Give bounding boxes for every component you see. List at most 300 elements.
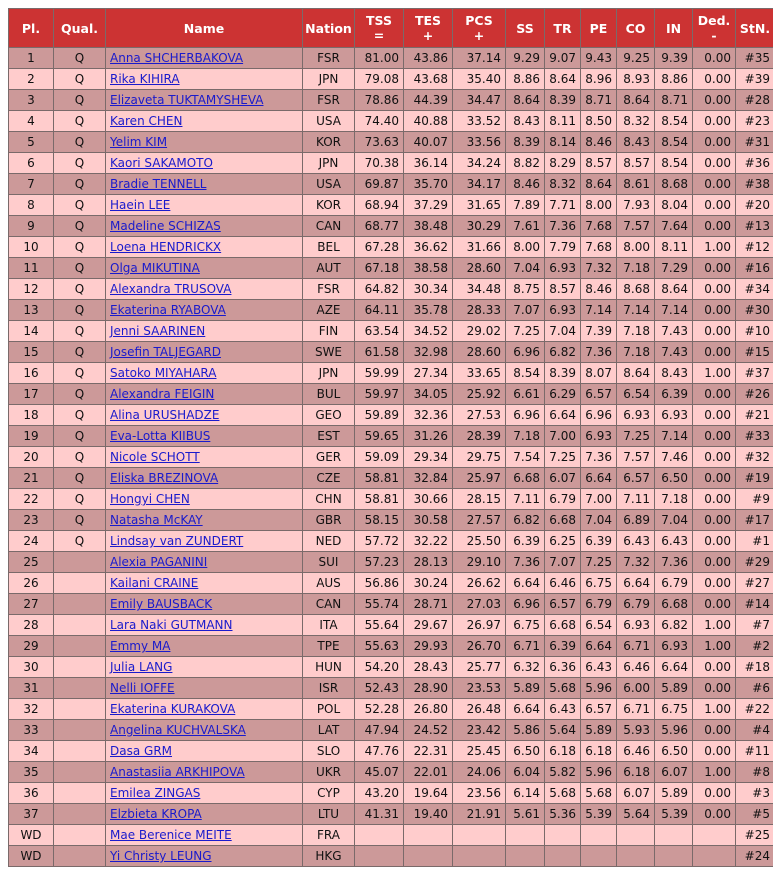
cell-ss: 7.11	[506, 489, 544, 509]
cell-in: 6.93	[655, 636, 692, 656]
cell-tes: 29.67	[404, 615, 452, 635]
skater-link[interactable]: Alexia PAGANINI	[110, 555, 208, 569]
cell-ss: 7.07	[506, 300, 544, 320]
cell-ss: 5.89	[506, 678, 544, 698]
cell-tss: 74.40	[355, 111, 403, 131]
cell-deduction: 1.00	[693, 762, 735, 782]
cell-place: 13	[9, 300, 53, 320]
cell-pcs: 33.52	[453, 111, 505, 131]
cell-pcs: 26.70	[453, 636, 505, 656]
cell-place: 10	[9, 237, 53, 257]
cell-tr: 6.93	[545, 258, 580, 278]
skater-link[interactable]: Rika KIHIRA	[110, 72, 180, 86]
cell-in: 7.14	[655, 426, 692, 446]
cell-tss: 64.82	[355, 279, 403, 299]
skater-link[interactable]: Hongyi CHEN	[110, 492, 190, 506]
col-header-deduction[interactable]: Ded. -	[693, 9, 735, 47]
cell-co: 6.57	[617, 468, 654, 488]
table-row	[9, 174, 773, 194]
cell-pe: 6.64	[581, 636, 616, 656]
cell-tes	[404, 825, 452, 845]
cell-pe: 8.96	[581, 69, 616, 89]
cell-qualification	[54, 657, 105, 677]
cell-start-number: #29	[736, 552, 773, 572]
cell-skater-name	[106, 216, 302, 236]
cell-nation: UKR	[303, 762, 354, 782]
cell-pcs: 26.62	[453, 573, 505, 593]
cell-in: 6.68	[655, 594, 692, 614]
cell-pe	[581, 825, 616, 845]
cell-tr: 7.79	[545, 237, 580, 257]
cell-skater-name	[106, 615, 302, 635]
cell-tr: 6.43	[545, 699, 580, 719]
cell-tss: 73.63	[355, 132, 403, 152]
cell-skater-name	[106, 300, 302, 320]
skater-link[interactable]: Nicole SCHOTT	[110, 450, 200, 464]
cell-place: 5	[9, 132, 53, 152]
skater-link[interactable]: Elzbieta KROPA	[110, 807, 202, 821]
cell-place: 37	[9, 804, 53, 824]
cell-tss: 58.81	[355, 489, 403, 509]
cell-place: 32	[9, 699, 53, 719]
results-table	[8, 8, 773, 867]
cell-tes: 22.01	[404, 762, 452, 782]
skater-link[interactable]: Emily BAUSBACK	[110, 597, 213, 611]
cell-skater-name	[106, 846, 302, 866]
cell-tss: 52.43	[355, 678, 403, 698]
cell-place: 34	[9, 741, 53, 761]
skater-link[interactable]: Ekaterina KURAKOVA	[110, 702, 236, 716]
table-row	[9, 48, 773, 68]
cell-tes: 37.29	[404, 195, 452, 215]
skater-link[interactable]: Anna SHCHERBAKOVA	[110, 51, 244, 65]
cell-tss: 41.31	[355, 804, 403, 824]
cell-tr: 7.07	[545, 552, 580, 572]
cell-start-number: #36	[736, 153, 773, 173]
cell-tr: 7.25	[545, 447, 580, 467]
skater-link[interactable]: Haein LEE	[110, 198, 171, 212]
cell-start-number: #4	[736, 720, 773, 740]
cell-in: 6.50	[655, 468, 692, 488]
table-row	[9, 573, 773, 593]
skater-link[interactable]: Alexandra TRUSOVA	[110, 282, 232, 296]
cell-tes: 26.80	[404, 699, 452, 719]
cell-place: 6	[9, 153, 53, 173]
table-row	[9, 447, 773, 467]
cell-qualification	[54, 825, 105, 845]
cell-ss: 8.43	[506, 111, 544, 131]
cell-tss: 59.99	[355, 363, 403, 383]
cell-ss: 7.04	[506, 258, 544, 278]
skater-link[interactable]: Angelina KUCHVALSKA	[110, 723, 246, 737]
cell-ss: 7.36	[506, 552, 544, 572]
cell-qualification: Q	[54, 489, 105, 509]
cell-place: 20	[9, 447, 53, 467]
table-row	[9, 657, 773, 677]
cell-ss: 7.61	[506, 216, 544, 236]
cell-co: 8.93	[617, 69, 654, 89]
cell-start-number: #32	[736, 447, 773, 467]
cell-pcs: 27.03	[453, 594, 505, 614]
cell-skater-name	[106, 510, 302, 530]
cell-pe: 8.07	[581, 363, 616, 383]
cell-in: 6.93	[655, 405, 692, 425]
cell-start-number: #20	[736, 195, 773, 215]
cell-skater-name	[106, 531, 302, 551]
cell-in: 5.89	[655, 783, 692, 803]
cell-co: 7.57	[617, 447, 654, 467]
cell-tss: 61.58	[355, 342, 403, 362]
cell-pcs: 28.60	[453, 258, 505, 278]
cell-skater-name	[106, 699, 302, 719]
cell-pe: 8.46	[581, 279, 616, 299]
cell-tss: 55.74	[355, 594, 403, 614]
cell-skater-name	[106, 363, 302, 383]
cell-place: 36	[9, 783, 53, 803]
cell-co: 6.46	[617, 657, 654, 677]
table-row	[9, 321, 773, 341]
skater-link[interactable]: Yi Christy LEUNG	[110, 849, 212, 863]
cell-tss: 59.65	[355, 426, 403, 446]
cell-pcs: 28.33	[453, 300, 505, 320]
skater-link[interactable]: Eliska BREZINOVA	[110, 471, 219, 485]
cell-nation: JPN	[303, 363, 354, 383]
cell-ss: 8.86	[506, 69, 544, 89]
cell-pe: 7.04	[581, 510, 616, 530]
cell-nation: GER	[303, 447, 354, 467]
cell-in: 8.54	[655, 111, 692, 131]
cell-ss: 8.46	[506, 174, 544, 194]
cell-ss: 6.71	[506, 636, 544, 656]
skater-link[interactable]: Lindsay van ZUNDERT	[110, 534, 244, 548]
cell-co: 7.25	[617, 426, 654, 446]
cell-skater-name	[106, 825, 302, 845]
cell-tr: 6.18	[545, 741, 580, 761]
cell-qualification: Q	[54, 258, 105, 278]
cell-pe: 5.96	[581, 678, 616, 698]
cell-ss: 6.68	[506, 468, 544, 488]
cell-tss: 47.76	[355, 741, 403, 761]
table-row	[9, 804, 773, 824]
cell-ss: 8.64	[506, 90, 544, 110]
cell-skater-name	[106, 258, 302, 278]
cell-ss: 6.96	[506, 342, 544, 362]
skater-link[interactable]: Anastasiia ARKHIPOVA	[110, 765, 245, 779]
cell-start-number: #1	[736, 531, 773, 551]
cell-ss: 5.61	[506, 804, 544, 824]
table-row	[9, 69, 773, 89]
skater-link[interactable]: Dasa GRM	[110, 744, 173, 758]
col-header-start-number[interactable]: StN.	[736, 9, 773, 47]
cell-in: 6.43	[655, 531, 692, 551]
cell-ss: 9.29	[506, 48, 544, 68]
cell-start-number: #5	[736, 804, 773, 824]
skater-link[interactable]: Loena HENDRICKX	[110, 240, 222, 254]
cell-tss: 68.94	[355, 195, 403, 215]
cell-nation: POL	[303, 699, 354, 719]
cell-tss: 52.28	[355, 699, 403, 719]
cell-deduction: 0.00	[693, 468, 735, 488]
cell-skater-name	[106, 741, 302, 761]
cell-in: 6.75	[655, 699, 692, 719]
cell-tss: 57.72	[355, 531, 403, 551]
cell-tr: 8.39	[545, 90, 580, 110]
cell-tr: 6.25	[545, 531, 580, 551]
cell-qualification: Q	[54, 69, 105, 89]
cell-tr: 6.82	[545, 342, 580, 362]
cell-start-number: #38	[736, 174, 773, 194]
col-header-pcs[interactable]: PCS +	[453, 9, 505, 47]
cell-co: 5.64	[617, 804, 654, 824]
table-row	[9, 279, 773, 299]
cell-tes: 30.58	[404, 510, 452, 530]
table-row	[9, 300, 773, 320]
cell-co: 6.71	[617, 636, 654, 656]
cell-nation: CZE	[303, 468, 354, 488]
cell-pcs: 33.56	[453, 132, 505, 152]
table-row	[9, 342, 773, 362]
skater-link[interactable]: Julia LANG	[110, 660, 173, 674]
cell-tes: 38.48	[404, 216, 452, 236]
skater-link[interactable]: Yelim KIM	[110, 135, 168, 149]
cell-co: 6.43	[617, 531, 654, 551]
cell-tss: 56.86	[355, 573, 403, 593]
cell-place: 25	[9, 552, 53, 572]
cell-place: WD	[9, 825, 53, 845]
cell-co: 7.93	[617, 195, 654, 215]
cell-pe: 6.64	[581, 468, 616, 488]
skater-link[interactable]: Emmy MA	[110, 639, 171, 653]
table-row	[9, 405, 773, 425]
cell-co: 6.79	[617, 594, 654, 614]
skater-link[interactable]: Kailani CRAINE	[110, 576, 199, 590]
skater-link[interactable]: Lara Naki GUTMANN	[110, 618, 233, 632]
cell-pcs: 34.47	[453, 90, 505, 110]
cell-ss: 5.86	[506, 720, 544, 740]
cell-tes: 38.58	[404, 258, 452, 278]
cell-start-number: #25	[736, 825, 773, 845]
cell-deduction: 1.00	[693, 615, 735, 635]
cell-qualification	[54, 552, 105, 572]
cell-pe: 7.36	[581, 447, 616, 467]
col-header-nation[interactable]: Nation	[303, 9, 354, 47]
cell-pcs: 28.60	[453, 342, 505, 362]
skater-link[interactable]: Ekaterina RYABOVA	[110, 303, 226, 317]
cell-tr: 6.46	[545, 573, 580, 593]
cell-tr: 5.64	[545, 720, 580, 740]
cell-place: 24	[9, 531, 53, 551]
cell-co: 7.18	[617, 342, 654, 362]
skater-link[interactable]: Josefin TALJEGARD	[110, 345, 221, 359]
cell-skater-name	[106, 48, 302, 68]
skater-link[interactable]: Bradie TENNELL	[110, 177, 207, 191]
cell-nation: USA	[303, 111, 354, 131]
cell-pcs: 28.39	[453, 426, 505, 446]
cell-in: 6.79	[655, 573, 692, 593]
skater-link[interactable]: Nelli IOFFE	[110, 681, 175, 695]
col-header-ss[interactable]: SS	[506, 9, 544, 47]
cell-pcs	[453, 846, 505, 866]
table-row	[9, 552, 773, 572]
cell-pe: 6.57	[581, 699, 616, 719]
skater-link[interactable]: Alexandra FEIGIN	[110, 387, 215, 401]
col-header-in[interactable]: IN	[655, 9, 692, 47]
cell-place: 18	[9, 405, 53, 425]
skater-link[interactable]: Madeline SCHIZAS	[110, 219, 221, 233]
cell-start-number: #21	[736, 405, 773, 425]
col-header-tes[interactable]: TES +	[404, 9, 452, 47]
cell-nation: USA	[303, 174, 354, 194]
cell-deduction: 0.00	[693, 489, 735, 509]
cell-deduction: 0.00	[693, 804, 735, 824]
cell-in: 5.39	[655, 804, 692, 824]
skater-link[interactable]: Jenni SAARINEN	[110, 324, 206, 338]
cell-place: 17	[9, 384, 53, 404]
skater-link[interactable]: Natasha McKAY	[110, 513, 203, 527]
cell-deduction: 0.00	[693, 258, 735, 278]
cell-nation: FIN	[303, 321, 354, 341]
col-header-place[interactable]: Pl.	[9, 9, 53, 47]
col-header-name[interactable]: Name	[106, 9, 302, 47]
cell-co: 8.32	[617, 111, 654, 131]
cell-ss: 8.39	[506, 132, 544, 152]
cell-deduction: 0.00	[693, 552, 735, 572]
cell-nation: GEO	[303, 405, 354, 425]
cell-pe: 8.64	[581, 174, 616, 194]
cell-start-number: #16	[736, 258, 773, 278]
skater-link[interactable]: Elizaveta TUKTAMYSHEVA	[110, 93, 264, 107]
cell-ss: 6.50	[506, 741, 544, 761]
skater-link[interactable]: Olga MIKUTINA	[110, 261, 200, 275]
cell-pcs: 29.75	[453, 447, 505, 467]
cell-start-number: #2	[736, 636, 773, 656]
cell-tes: 22.31	[404, 741, 452, 761]
cell-in: 6.64	[655, 657, 692, 677]
col-header-tss[interactable]: TSS =	[355, 9, 403, 47]
cell-tss: 55.63	[355, 636, 403, 656]
table-row	[9, 720, 773, 740]
cell-ss: 7.18	[506, 426, 544, 446]
cell-pe	[581, 846, 616, 866]
cell-ss: 6.96	[506, 594, 544, 614]
cell-tr: 5.68	[545, 783, 580, 803]
cell-deduction: 0.00	[693, 132, 735, 152]
cell-qualification: Q	[54, 531, 105, 551]
cell-qualification	[54, 720, 105, 740]
cell-place: 21	[9, 468, 53, 488]
col-header-qualification[interactable]: Qual.	[54, 9, 105, 47]
cell-pe: 7.25	[581, 552, 616, 572]
cell-nation: KOR	[303, 132, 354, 152]
cell-tr: 6.36	[545, 657, 580, 677]
cell-nation: JPN	[303, 69, 354, 89]
cell-pcs: 27.53	[453, 405, 505, 425]
skater-link[interactable]: Mae Berenice MEITE	[110, 828, 232, 842]
col-header-co[interactable]: CO	[617, 9, 654, 47]
cell-tr: 6.68	[545, 510, 580, 530]
col-header-tr[interactable]: TR	[545, 9, 580, 47]
cell-deduction	[693, 846, 735, 866]
cell-ss: 7.25	[506, 321, 544, 341]
table-row	[9, 195, 773, 215]
cell-start-number: #22	[736, 699, 773, 719]
col-header-pe[interactable]: PE	[581, 9, 616, 47]
cell-start-number: #11	[736, 741, 773, 761]
cell-tss: 67.28	[355, 237, 403, 257]
cell-in: 7.43	[655, 321, 692, 341]
cell-pcs: 25.45	[453, 741, 505, 761]
cell-start-number: #23	[736, 111, 773, 131]
cell-deduction: 0.00	[693, 678, 735, 698]
cell-tes: 32.98	[404, 342, 452, 362]
cell-start-number: #24	[736, 846, 773, 866]
cell-pe: 6.96	[581, 405, 616, 425]
cell-deduction: 0.00	[693, 48, 735, 68]
cell-tss: 58.81	[355, 468, 403, 488]
cell-start-number: #15	[736, 342, 773, 362]
cell-nation: FSR	[303, 90, 354, 110]
cell-deduction: 0.00	[693, 174, 735, 194]
cell-nation: SUI	[303, 552, 354, 572]
cell-start-number: #30	[736, 300, 773, 320]
cell-tss: 59.97	[355, 384, 403, 404]
cell-pcs: 23.53	[453, 678, 505, 698]
cell-tss: 47.94	[355, 720, 403, 740]
cell-in: 7.04	[655, 510, 692, 530]
skater-link[interactable]: Emilea ZINGAS	[110, 786, 201, 800]
cell-tes: 30.24	[404, 573, 452, 593]
cell-place: 26	[9, 573, 53, 593]
cell-ss: 8.75	[506, 279, 544, 299]
cell-in: 7.64	[655, 216, 692, 236]
cell-pe: 7.00	[581, 489, 616, 509]
cell-skater-name	[106, 552, 302, 572]
cell-tes: 32.84	[404, 468, 452, 488]
cell-pe: 8.46	[581, 132, 616, 152]
cell-co: 6.00	[617, 678, 654, 698]
cell-pe: 6.57	[581, 384, 616, 404]
cell-place: 1	[9, 48, 53, 68]
cell-tes: 31.26	[404, 426, 452, 446]
cell-pcs: 23.42	[453, 720, 505, 740]
cell-pcs: 23.56	[453, 783, 505, 803]
skater-link[interactable]: Satoko MIYAHARA	[110, 366, 217, 380]
cell-in: 6.50	[655, 741, 692, 761]
skater-link[interactable]: Eva-Lotta KIIBUS	[110, 429, 211, 443]
cell-start-number: #14	[736, 594, 773, 614]
cell-tr: 5.82	[545, 762, 580, 782]
cell-skater-name	[106, 573, 302, 593]
cell-tes: 36.62	[404, 237, 452, 257]
skater-link[interactable]: Alina URUSHADZE	[110, 408, 220, 422]
cell-tr: 8.29	[545, 153, 580, 173]
cell-skater-name	[106, 132, 302, 152]
cell-nation: HUN	[303, 657, 354, 677]
cell-pcs: 25.97	[453, 468, 505, 488]
cell-tes: 35.70	[404, 174, 452, 194]
cell-in: 8.54	[655, 132, 692, 152]
cell-nation: HKG	[303, 846, 354, 866]
cell-tss: 45.07	[355, 762, 403, 782]
cell-co: 6.18	[617, 762, 654, 782]
cell-in: 8.43	[655, 363, 692, 383]
cell-co: 8.61	[617, 174, 654, 194]
skater-link[interactable]: Kaori SAKAMOTO	[110, 156, 213, 170]
skater-link[interactable]: Karen CHEN	[110, 114, 183, 128]
cell-co: 7.18	[617, 258, 654, 278]
cell-start-number: #7	[736, 615, 773, 635]
cell-tss	[355, 825, 403, 845]
